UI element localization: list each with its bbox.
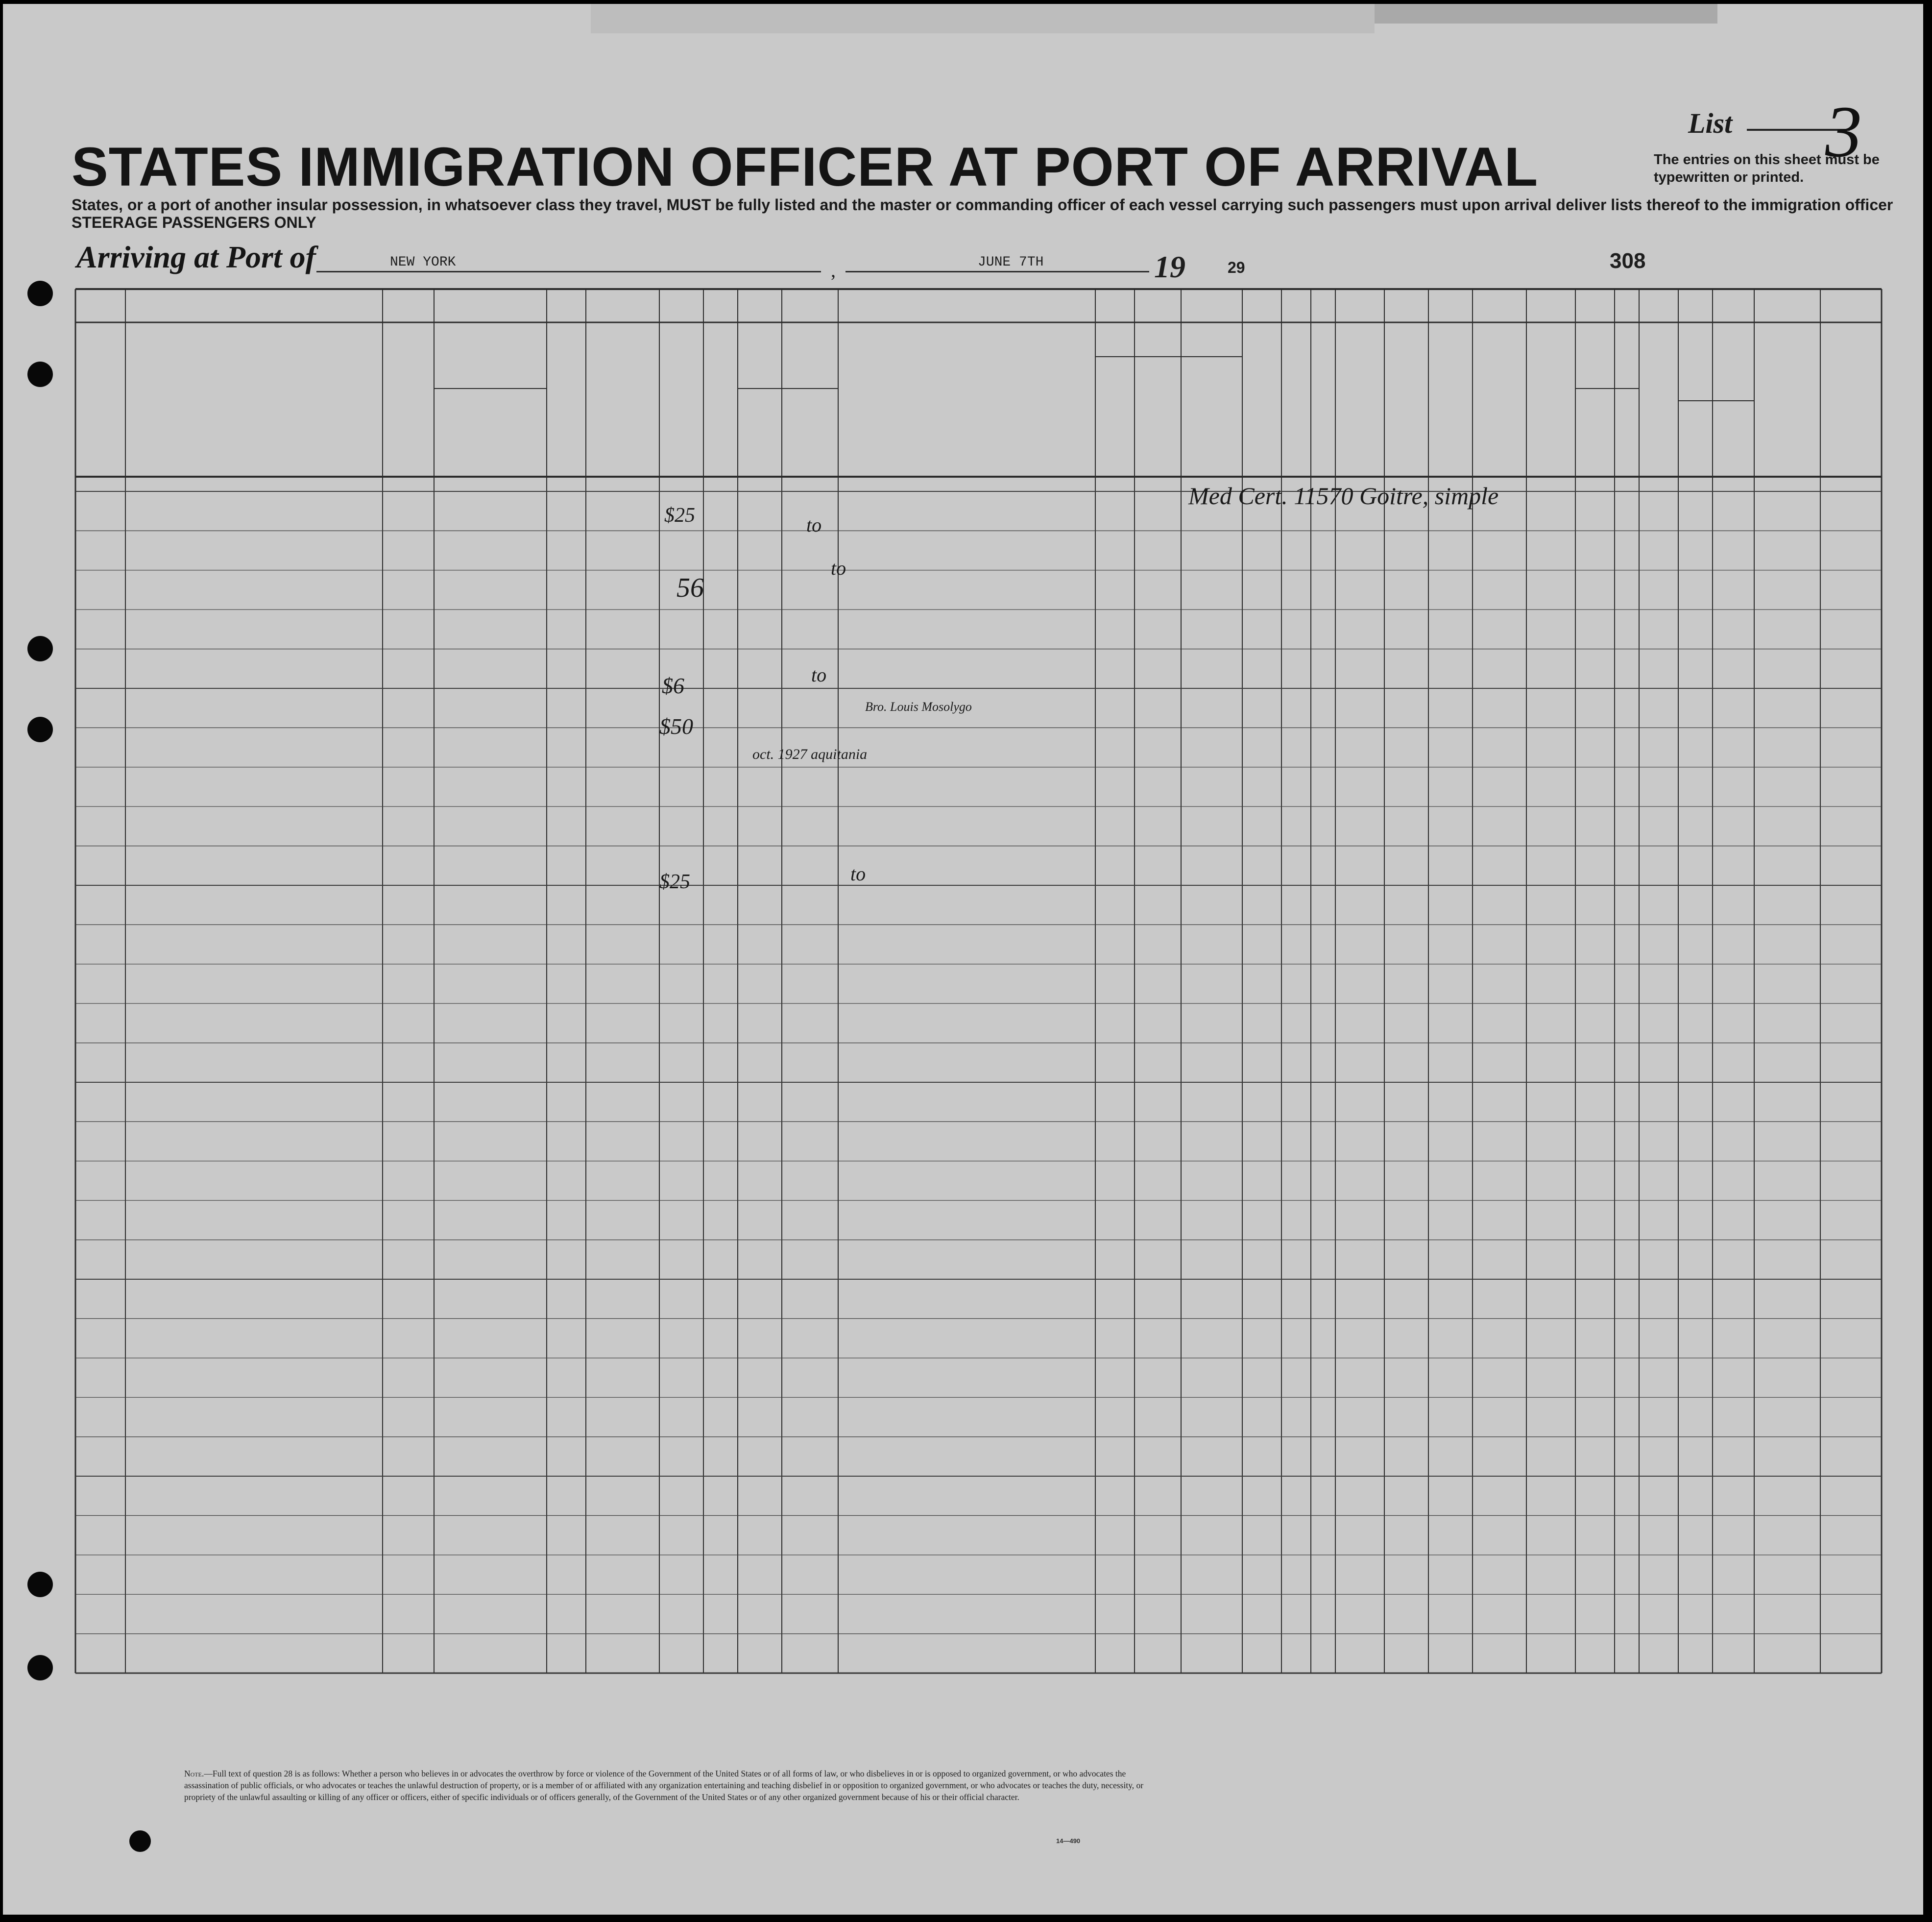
to-annotation: to	[811, 664, 827, 686]
page-title: STATES IMMIGRATION OFFICER AT PORT OF ARRIVAL	[72, 136, 1539, 197]
port-value: NEW YORK	[390, 255, 456, 270]
money-annotation: $25	[659, 871, 690, 893]
medical-certificate-note: Med Cert. 11570 Goitre, simple	[1188, 482, 1499, 510]
money-annotation: $25	[664, 504, 695, 527]
to-annotation: to	[806, 514, 822, 536]
year-prefix: 19	[1154, 249, 1185, 284]
footnote-lead: Note.—	[184, 1769, 213, 1778]
money-annotation: $6	[662, 673, 684, 698]
manifest-grid	[3, 4, 1923, 1915]
list-label: List	[1688, 107, 1733, 139]
money-annotation: $50	[659, 714, 693, 739]
date-value: JUNE 7TH	[978, 255, 1044, 270]
footnote-text: Full text of question 28 is as follows: Whether a person who believes in or advocates the overthrow by force or violence of the Government of the United States or of all forms of law, or who disbelieves in or is opposed to organized government, or who advocates the assassination of public officials, or who advocates or teaches the unlawful destruction of property, or is a member of or affiliated with any organization entertaining and teaching disbelief in or opposition to organized government, or who advocates or teaches the duty, necessity, or propriety of the unlawful assaulting or killing of any officer or officers, either of specific individuals or of officers generally, of the Government of the United States or of any other organized government because of his or their official character.	[184, 1769, 1144, 1802]
year-suffix: 29	[1228, 259, 1245, 276]
sheet-number: 308	[1610, 249, 1646, 273]
typewritten-note: The entries on this sheet must be typewritten or printed.	[1654, 152, 1880, 185]
header-steerage: STEERAGE PASSENGERS ONLY	[72, 214, 316, 231]
money-annotation: 56	[676, 573, 704, 603]
form-code: 14—490	[1056, 1837, 1081, 1845]
header-instructions: States, or a port of another insular possession, in whatsoever class they travel, MUST be fully listed and the master or commanding officer of each vessel carrying such passengers must upon arrival deliver lists thereof to the immigration officer	[72, 196, 1893, 214]
arrival-note: oct. 1927 aquitania	[752, 746, 868, 762]
to-annotation: to	[831, 557, 846, 579]
join-note: Bro. Louis Mosolygo	[865, 700, 972, 714]
arriving-label: Arriving at Port of	[76, 240, 316, 274]
list-number: 3	[1825, 91, 1862, 172]
comma: ,	[831, 259, 836, 281]
manifest-sheet	[3, 4, 1923, 1915]
footnote-question-28	[184, 1768, 1164, 1803]
to-annotation: to	[850, 863, 866, 885]
